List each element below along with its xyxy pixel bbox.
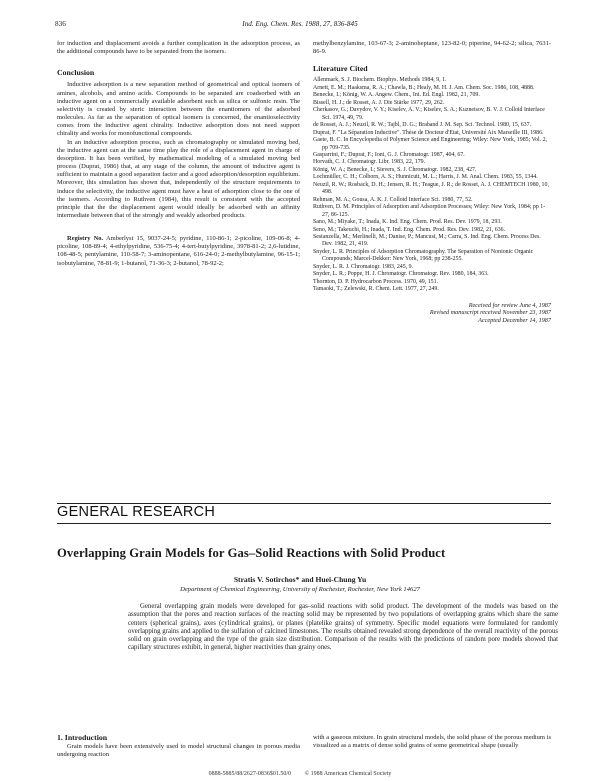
- reference-entry: Benecke, I.; König, W. A. Angew. Chem., Int. Ed. Engl. 1982, 21, 709.: [313, 92, 480, 99]
- article-abstract: General overlapping grain models were developed for gas–solid reactions with solid product. The development of the models was based on the assumption that the pores and reaction surfaces of the reacting solid may be represented by two populations of overlapping grains which share the same centers (spherical grains), axes (cylindrical grains), or planes (platelike grains) of symmetry. Specific model equations were formulated for randomly overlapping grains and applied to the sulfation of calcined limestones. The results obtained revealed strong dependence of the overall reactivity of the porous solid on grain overlapping and the type of the grain size distribution. Comparison of the results with the predictions of random pore models showed that capillary structures exhibit, in general, higher reactivities than grainy ones.: [128, 603, 558, 652]
- accepted-date: Accepted December 14, 1987: [478, 316, 551, 324]
- reference-entry: Ruthven, D. M. Principles of Adsorption and Adsorption Processes; Wiley: New York, 1984; pp 1-27, 86-125.: [313, 204, 546, 218]
- registry-label: Registry No.: [67, 235, 104, 243]
- reference-entry: Snyder, L. R. J. Chromatogr. 1983, 245, 9.: [313, 263, 414, 270]
- receipt-dates: [313, 302, 551, 325]
- reference-entry: Cherkasov, G.; Davydov, V. Y.; Kiselev, A. V.; Kiselev, S. A.; Kuznetsov, B. V. J. Colloid Interface Sci. 1974, 49, 79.: [313, 107, 545, 121]
- revised-date: Revised manuscript received November 23, 1987: [429, 309, 551, 317]
- author-affiliation: Department of Chemical Engineering, University of Rochester, Rochester, New York 14627: [180, 586, 420, 593]
- registry-numbers: [57, 235, 300, 268]
- reference-entry: Bissell, H. J.; de Rosset, A. J. Die Stärke 1977, 29, 262.: [313, 99, 445, 106]
- reference-entry: Snyder, L. R. Principles of Adsorption Chromatography. The Separation of Nonionic Organic Compounds; Marcel-Dekker: New York, 1968; pp 238-255.: [313, 248, 534, 263]
- reference-entry: Lochmüller, C. H.; Colborn, A. S.; Hunnicutt, M. L.; Harris, J. M. Anal. Chem. 1983, 55, 1344.: [313, 174, 538, 181]
- registry-text: Amberlyst 15, 9037-24-5; pyridine, 110-86-1; 2-picoline, 109-06-8; 4-picoline, 108-89-4; 4-ethylpyridine, 536-75-4; 4-tert-butylpyridine, 3978-81-2; 2,6-lutidine, 108-48-5; pentylamine, 110-58-7; 3-aminopentane, 616-24-0; 2-methylbutylamine, 96-15-1; isobutylamine, 78-81-9; 1-butanol, 71-36-3; 2-butanol, 78-92-2;: [57, 235, 300, 267]
- reference-entry: Sano, M.; Miyake, T.; Inada, K. Ind. Eng. Chem. Prod. Res. Dev. 1979, 18, 293.: [313, 219, 502, 226]
- conclusion-paragraph-1: Inductive adsorption is a new separation method of geometrical and optical isomers of amines, alcohols, and amino acids. Compounds to be separated are coadsorbed with an inductive agent on a commercially available adsorbent such as silica or sulfonic resin. The selectivity is created by steric interaction between the enantiomers of the adsorbed molecules. As far as the separation of optical isomers is concerned, the enantioselectivity comes from the inductive agent chirality. Inductive adsorption does not need support chirality and works for monofunctional compounds.: [57, 81, 300, 138]
- introduction-heading: 1. Introduction: [57, 733, 108, 742]
- reference-entry: Seno, M.; Takeuchi, H.; Inada, T. Ind. Eng. Chem. Prod. Res. Dev. 1982, 21, 636.: [313, 226, 506, 233]
- article-code: 0888-5885/88/2627-0836$01.50/0: [208, 771, 292, 777]
- reference-entry: Gasparrini, F.; Duprat, F.; Ioni, G. J. Chromatogr. 1987, 404, 67.: [313, 152, 465, 158]
- left-column: [57, 40, 300, 268]
- conclusion-heading: Conclusion: [57, 68, 95, 78]
- section-rule-bottom: [57, 523, 551, 524]
- reference-entry: Gaete, B. C. In Encyclopedia of Polymer Science and Engineering; Wiley: New York, 1985; Vol. 2, pp 709-735.: [313, 137, 548, 151]
- registry-continued: methylbenzylamine, 103-67-3; 2-aminoheptane, 123-82-0; piperine, 94-62-2; silica, 7631-86-9.: [313, 40, 551, 56]
- running-header: [55, 20, 545, 32]
- reference-entry: Thornton, D. P. Hydrocarbon Process. 1970, 49, 151.: [313, 278, 438, 285]
- reference-entry: Duprat, F. "La Séparation Inductive". Thèse de Docteur d'Etat, Université Aix Marseille III, 1986.: [313, 129, 544, 136]
- copyright: © 1988 American Chemical Society: [304, 771, 392, 777]
- reference-entry: de Rosset, A. J.; Neuzil, R. W.; Tajbl, D. G.; Braband J. M. Sep. Sci. Technol. 1980, 15, 637.: [313, 122, 532, 129]
- reference-entry: Tamaoki, T.; Zelewski, R. Chem. Lett. 1977, 27, 249.: [313, 286, 439, 293]
- reference-entry: Horvath, C. J. Chromatogr. Libr. 1983, 22, 179.: [313, 159, 426, 166]
- article-title: Overlapping Grain Models for Gas–Solid Reactions with Solid Product: [57, 546, 446, 560]
- continued-paragraph: for induction and displacement avoids a further complication in the adsorption process, as the additional compounds have to be separated from the isomers.: [57, 40, 300, 56]
- conclusion-paragraph-2: In an inductive adsorption process, such as chromatography or simulated moving bed, the inductive agent can at the same time play the role of a displacement agent in charge of desorption. It has been verified, by mathematical modeling of a simulated moving bed process (Duprat, 1986) that, at any stage of the column, the amount of inductive agent is sufficient to maintain a good separation factor and a good adsorption/desorption equilibrium. Moreover, this simulation has shown that, independently of the structure requirements to induce the selectivity, the inductive agent must have a heat of adsorption close to the one of the isomers. According to Ruthven (1984), this result is consistent with the accepted principle that the the displacement agent would ideally be adsorbed with an affinity intermediate between that of the strongly and weakly adsorbed products.: [57, 138, 300, 219]
- reference-entry: Sestanzella, M.; Merlinelli, M.; Danise, P.; Mancusi, M.; Carra, S. Ind. Eng. Chem. Process Des. Dev. 1982, 21, 419.: [313, 233, 541, 248]
- received-date: Received for review June 4, 1987: [468, 301, 551, 309]
- reference-entry: Allenmark, S. J. Biochem. Biophys. Methods 1984, 9, 1.: [313, 77, 447, 84]
- section-title: GENERAL RESEARCH: [57, 504, 216, 520]
- reference-entry: Arnett, E. M.; Haaksma, R. A.; Chawla, B.; Healy, M. H. J. Am. Chem. Soc. 1986, 108, 4888.: [313, 84, 535, 91]
- journal-citation: Ind. Eng. Chem. Res. 1988, 27, 836-845: [242, 20, 358, 28]
- intro-left-column: [57, 734, 300, 759]
- article-authors: Stratis V. Sotirchos* and Huei-Chung Yu: [233, 575, 367, 584]
- introduction-text-right: with a gaseous mixture. In grain structural models, the solid phase of the porous medium is visualized as a matrix of dense solid grains of some geometrical shape (usually: [313, 734, 551, 750]
- reference-list: [313, 77, 551, 293]
- literature-cited-heading: Literature Cited: [313, 64, 368, 74]
- reference-entry: Neuzil, R. W.; Rosback, D. H.; Jensen, R. H.; Teague, J. R.; de Rosset, A. J. CHEMTECH 1980, 10, 498.: [313, 181, 549, 196]
- reference-entry: König, W. A.; Benecke, I.; Sievers, S. J. Chromatogr. 1982, 238, 427.: [313, 166, 477, 173]
- intro-right-column: [313, 734, 551, 750]
- reference-entry: Snyder, L. R.; Poppe, H. J. Chromatogr. Chromatogr. Rev. 1980, 184, 363.: [313, 271, 489, 278]
- page-number: 836: [55, 20, 66, 28]
- right-column: [313, 40, 551, 324]
- reference-entry: Rehman, M. A.; Gousa, A. K. J. Colloid Interface Sci. 1980, 77, 52.: [313, 196, 473, 203]
- introduction-text-left: Grain models have been extensively used to model structural changes in porous media undergoing reaction: [57, 743, 300, 759]
- page-footer: [0, 771, 600, 777]
